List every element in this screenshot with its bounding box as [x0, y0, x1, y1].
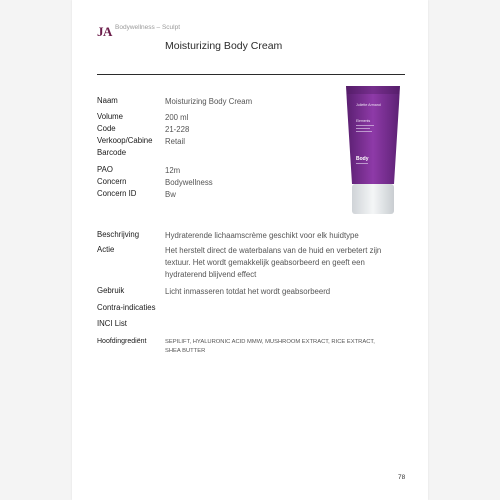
spec-value: Bw — [165, 190, 176, 199]
page-number: 78 — [398, 474, 406, 481]
detail-value: Hydraterende lichaamscrème geschikt voor elk huidtype — [165, 231, 359, 240]
detail-label: Actie — [97, 245, 115, 254]
spec-label: Volume — [97, 112, 124, 121]
spec-label: PAO — [97, 165, 113, 174]
breadcrumb: Bodywellness – Sculpt — [115, 24, 181, 31]
product-tube-image — [344, 84, 402, 216]
spec-label: Verkoop/Cabine — [97, 136, 153, 145]
tube-brand-text: Juliette Armand — [356, 103, 381, 107]
tube-body — [346, 86, 400, 184]
spec-value: Retail — [165, 137, 185, 146]
tube-text-line — [356, 131, 372, 132]
spec-label: Barcode — [97, 148, 127, 157]
document-page — [72, 0, 428, 500]
detail-label: Hoofdingrediënt — [97, 338, 147, 345]
detail-value: Het herstelt direct de waterbalans van de huid en verbetert zijn textuur. Het wordt gemakkelijk geabsorbeerd en geeft een hydraterend blijvend effect — [165, 246, 382, 279]
tube-text-line — [356, 125, 374, 126]
detail-label: INCI List — [97, 319, 127, 328]
detail-label: Beschrijving — [97, 230, 140, 239]
spec-label: Naam — [97, 96, 118, 105]
detail-value: Licht inmasseren totdat het wordt geabsorbeerd — [165, 287, 331, 296]
spec-value: Moisturizing Body Cream — [165, 97, 253, 106]
tube-line-text: Elements — [356, 119, 371, 123]
tube-label-text: Body — [356, 156, 369, 162]
spec-value: Bodywellness — [165, 178, 213, 187]
brand-logo: JA — [97, 24, 112, 39]
tube-text-line — [356, 163, 368, 164]
spec-label: Concern — [97, 177, 127, 186]
spec-value: 21-228 — [165, 125, 190, 134]
page-title: Moisturizing Body Cream — [165, 40, 283, 52]
spec-value: 200 ml — [165, 113, 189, 122]
spec-label: Code — [97, 124, 116, 133]
tube-crimp — [346, 86, 400, 94]
tube-text-line — [356, 128, 370, 129]
detail-label: Gebruik — [97, 286, 125, 295]
detail-label: Contra-indicaties — [97, 303, 156, 312]
header-divider — [97, 74, 405, 75]
detail-value: SEPILIFT, HYALURONIC ACID MMW, MUSHROOM EXTRACT, RICE EXTRACT, SHEA BUTTER — [165, 339, 375, 354]
tube-cap — [352, 184, 394, 214]
spec-label: Concern ID — [97, 189, 137, 198]
spec-value: 12m — [165, 166, 181, 175]
